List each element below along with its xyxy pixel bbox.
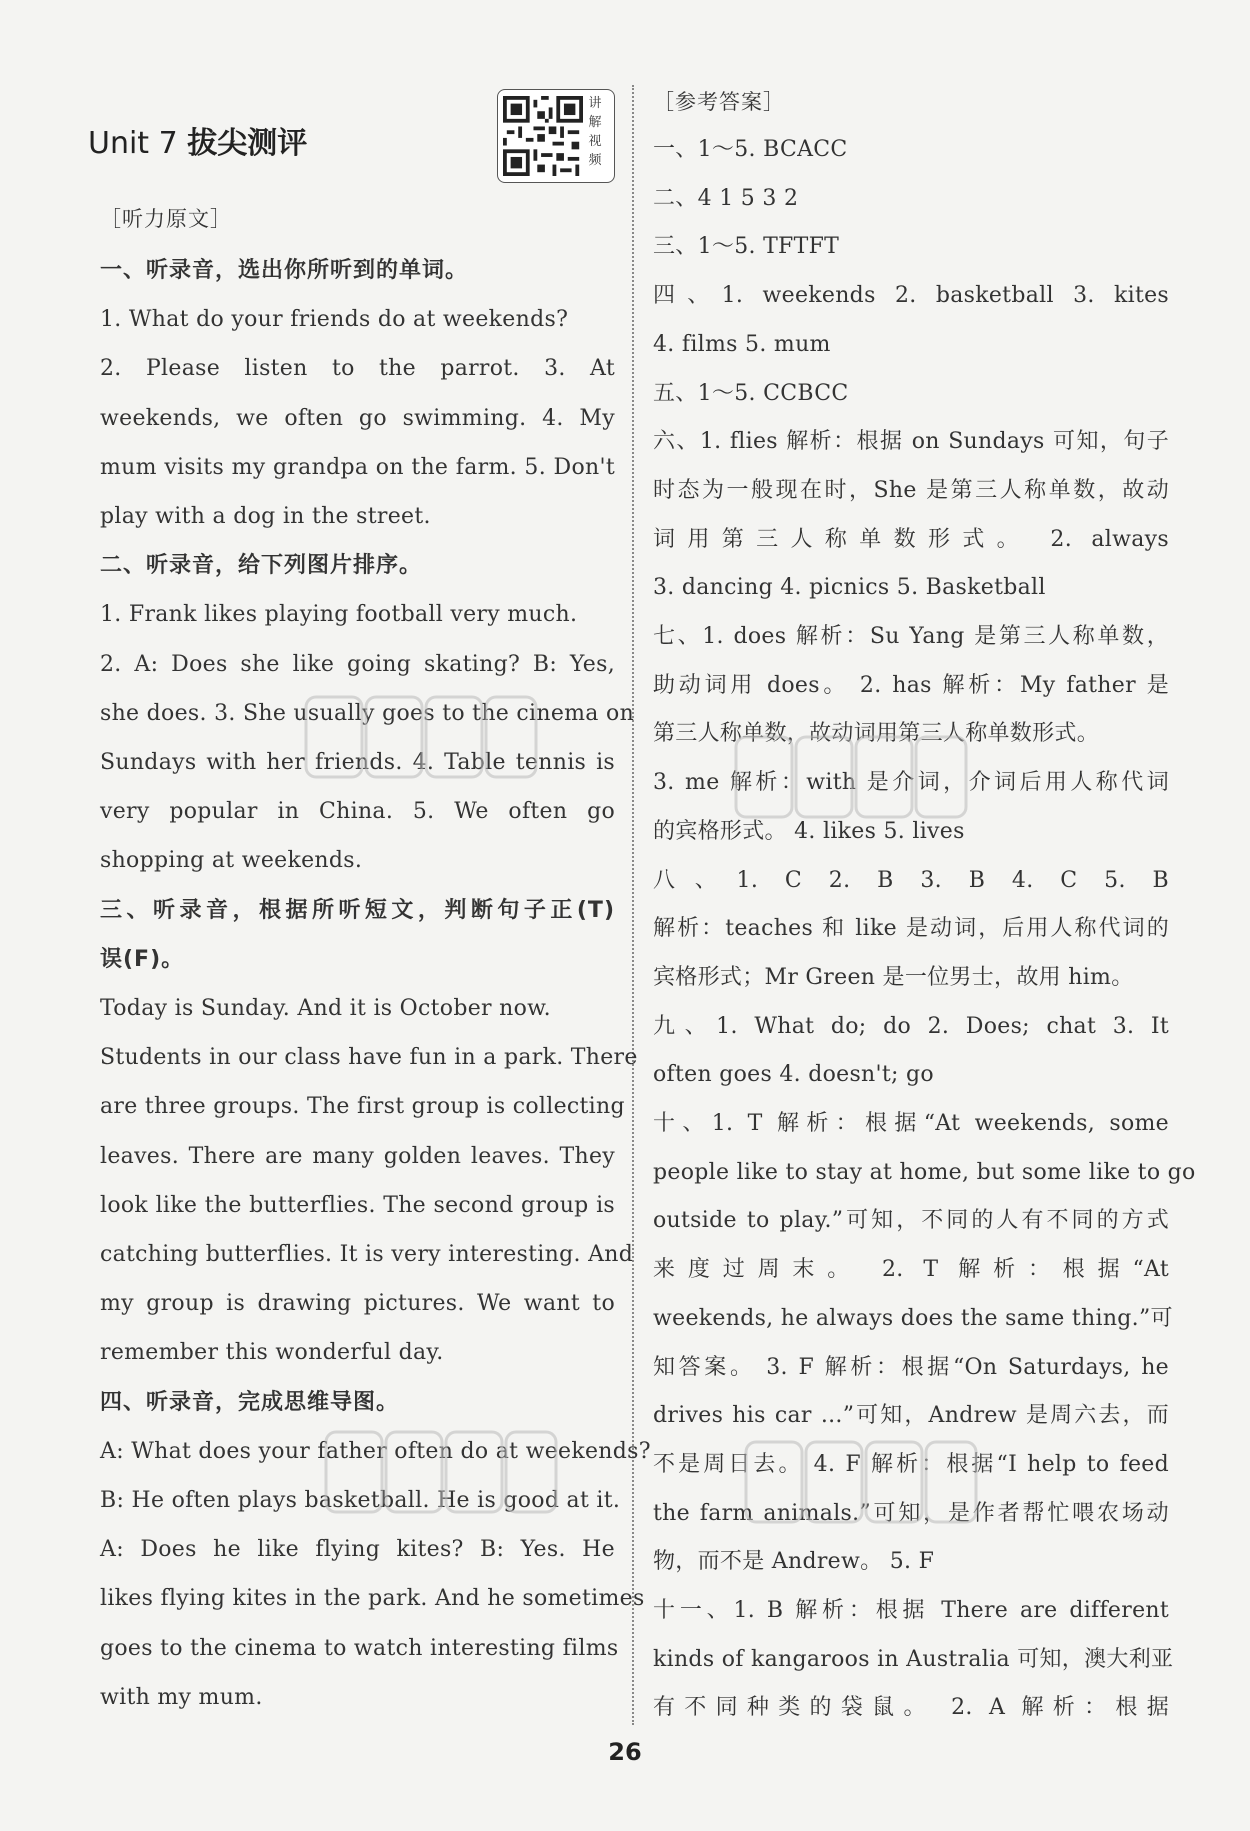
- section-heading: 四、听录音，完成思维导图。: [100, 1389, 400, 1415]
- qr-label: 讲解视频: [588, 96, 602, 168]
- title-unit: Unit 7: [88, 126, 178, 161]
- text-line: 3. dancing 4. picnics 5. Basketball: [653, 575, 1046, 601]
- text-line: Sundays with her friends. 4. Table tennis is: [100, 750, 615, 775]
- section-heading: 三、听录音，根据所听短文，判断句子正(T): [100, 897, 615, 923]
- text-line: 一、1～5. BCACC: [653, 137, 848, 162]
- text-line: 有不同种类的袋鼠。 2. A 解析：根据: [653, 1695, 1169, 1721]
- text-line: 五、1～5. CCBCC: [653, 380, 849, 406]
- text-line: people like to stay at home, but some like to go: [653, 1159, 1196, 1185]
- text-line: 第三人称单数，故动词用第三人称单数形式。: [653, 721, 1100, 747]
- text-line: 知答案。 3. F 解析：根据“On Saturdays, he: [653, 1354, 1169, 1380]
- text-line: with my mum.: [100, 1684, 263, 1710]
- text-line: look like the butterflies. The second group is: [100, 1192, 615, 1218]
- section-heading: 误(F)。: [100, 946, 185, 972]
- text-line: 来度过周末。 2. T 解析：根据“At: [653, 1257, 1169, 1283]
- text-line: 3. me 解析：with 是介词，介词后用人称代词: [653, 770, 1169, 796]
- text-line: leaves. There are many golden leaves. They: [100, 1143, 615, 1169]
- section-heading: 一、听录音，选出你所听到的单词。: [100, 258, 469, 283]
- text-line: 4. films 5. mum: [653, 331, 831, 357]
- text-line: 解析：teaches 和 like 是动词，后用人称代词的: [653, 916, 1169, 942]
- section-heading: 二、听录音，给下列图片排序。: [100, 553, 423, 579]
- text-line: mum visits my grandpa on the farm. 5. Don't: [100, 454, 615, 480]
- text-line: 2. A: Does she like going skating? B: Yes,: [100, 651, 615, 677]
- text-line: weekends, we often go swimming. 4. My: [100, 405, 615, 431]
- text-line: outside to play.”可知，不同的人有不同的方式: [653, 1208, 1169, 1234]
- text-line: are three groups. The first group is collecting: [100, 1094, 625, 1120]
- text-line: Today is Sunday. And it is October now.: [100, 996, 551, 1021]
- text-line: 四、1. weekends 2. basketball 3. kites: [653, 283, 1169, 309]
- column-divider: [632, 85, 634, 1725]
- text-line: weekends, he always does the same thing.”可: [653, 1305, 1173, 1331]
- text-line: 助动词用 does。 2. has 解析：My father 是: [653, 672, 1169, 698]
- page-number: 26: [608, 1738, 642, 1766]
- text-line: 七、1. does 解析：Su Yang 是第三人称单数，: [653, 624, 1169, 649]
- text-line: 二、4 1 5 3 2: [653, 185, 799, 211]
- text-line: shopping at weekends.: [100, 848, 363, 874]
- qr-code-icon: [503, 96, 583, 176]
- text-line: 十、1. T 解析：根据“At weekends, some: [653, 1111, 1169, 1136]
- text-line: play with a dog in the street.: [100, 504, 431, 529]
- title-main: 拔尖测评: [187, 126, 308, 161]
- text-line: 八、1. C 2. B 3. B 4. C 5. B: [653, 867, 1169, 893]
- text-line: A: What does your father often do at weekends?: [100, 1438, 651, 1464]
- qr-code-box[interactable]: [497, 89, 615, 183]
- text-line: 九、1. What do; do 2. Does; chat 3. It: [653, 1013, 1169, 1039]
- text-line: 1. What do your friends do at weekends?: [100, 307, 569, 333]
- text-line: 不是周日去。 4. F 解析：根据“I help to feed: [653, 1451, 1169, 1477]
- text-line: 1. Frank likes playing football very much.: [100, 602, 578, 628]
- text-line: very popular in China. 5. We often go: [100, 799, 615, 825]
- text-line: kinds of kangaroos in Australia 可知，澳大利亚: [653, 1646, 1174, 1672]
- text-line: often goes 4. doesn't; go: [653, 1062, 934, 1088]
- text-line: she does. 3. She usually goes to the cinema on: [100, 700, 635, 726]
- text-line: 六、1. flies 解析：根据 on Sundays 可知，句子: [653, 429, 1169, 455]
- text-line: drives his car ...”可知，Andrew 是周六去，而: [653, 1403, 1169, 1429]
- text-line: 的宾格形式。 4. likes 5. lives: [653, 818, 965, 844]
- text-line: A: Does he like flying kites? B: Yes. He: [100, 1537, 615, 1563]
- text-line: catching butterflies. It is very interesting. And: [100, 1242, 634, 1267]
- right-section-tag: ［参考答案］: [653, 90, 785, 114]
- text-line: likes flying kites in the park. And he sometimes: [100, 1586, 645, 1612]
- text-line: remember this wonderful day.: [100, 1340, 444, 1366]
- text-line: 十一、1. B 解析：根据 There are different: [653, 1598, 1169, 1623]
- text-line: 三、1～5. TFTFT: [653, 234, 840, 260]
- text-line: 2. Please listen to the parrot. 3. At: [100, 356, 615, 382]
- page-title: [88, 118, 307, 162]
- left-section-tag: ［听力原文］: [100, 207, 232, 231]
- text-line: the farm animals.”可知，是作者帮忙喂农场动: [653, 1500, 1169, 1526]
- text-line: goes to the cinema to watch interesting films: [100, 1635, 619, 1661]
- text-line: 词用第三人称单数形式。 2. always: [653, 526, 1169, 552]
- text-line: B: He often plays basketball. He is good at it.: [100, 1488, 621, 1513]
- text-line: Students in our class have fun in a park. There: [100, 1045, 638, 1071]
- text-line: my group is drawing pictures. We want to: [100, 1291, 615, 1317]
- text-line: 物，而不是 Andrew。 5. F: [653, 1549, 935, 1575]
- text-line: 时态为一般现在时，She 是第三人称单数，故动: [653, 477, 1169, 503]
- text-line: 宾格形式；Mr Green 是一位男士，故用 him。: [653, 964, 1134, 990]
